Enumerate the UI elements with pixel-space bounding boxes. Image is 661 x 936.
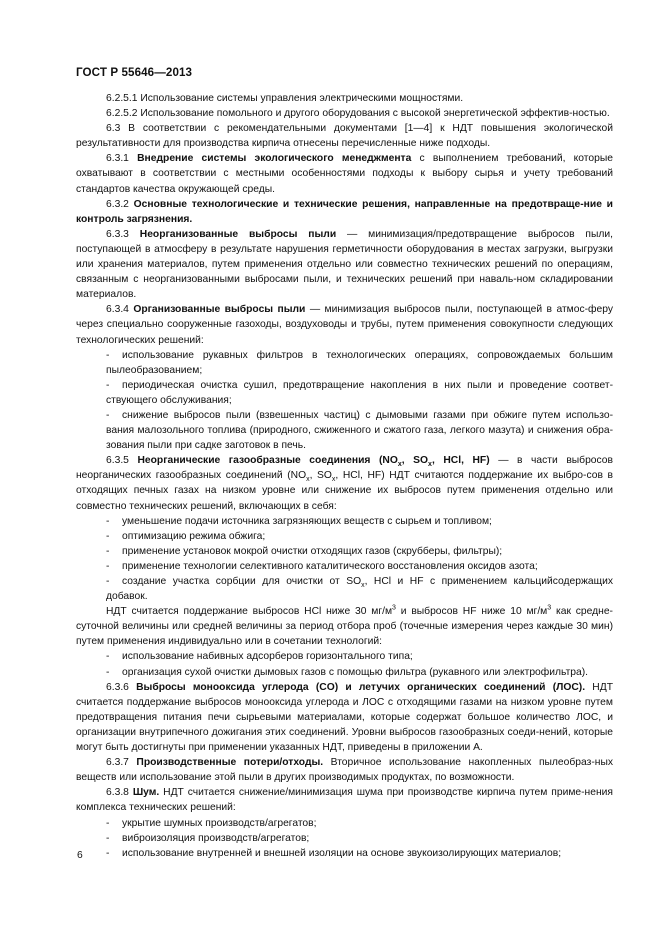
text-run: x	[306, 476, 310, 484]
text-run: 6.3 В соответствии с рекомендательными документами [1—4] к НДТ повышения экологической результативности для производства кирпича отнесены перечисленные ниже подходы.	[76, 123, 613, 150]
text-run: с выполнением требований, которые охватывают в соответствии с местными особенностями подходы к выбору сырья и учету требований стандартов качества окружающей среды.	[76, 153, 613, 195]
bullet-dash: -	[106, 530, 110, 542]
bullet-dash: -	[106, 847, 110, 859]
paragraph	[76, 604, 613, 649]
bullet-dash: -	[106, 817, 110, 829]
text-run: — минимизация выбросов пыли, поступающей в атмос-феру через специально сооруженные газоходы, воздуховоды и трубы, путем применения совокупности следующих технологических решений:	[76, 304, 614, 346]
text-run: виброизоляция производств/агрегатов;	[122, 832, 310, 844]
bullet-item	[76, 816, 613, 831]
document-header: ГОСТ Р 55646—2013	[76, 66, 193, 79]
paragraph	[76, 91, 613, 106]
text-run: 6.2.5.2 Использование помольного и другого оборудования с высокой энергетической эффектив-ностью.	[106, 108, 610, 120]
text-run: 6.3.2	[106, 198, 134, 210]
paragraph	[76, 755, 613, 785]
bullet-item	[76, 408, 613, 453]
bullet-dash: -	[106, 515, 110, 527]
text-run: 6.3.3	[106, 228, 140, 240]
text-run: организация сухой очистки дымовых газов с помощью фильтра (рукавного или электрофильтра).	[122, 666, 589, 678]
bullet-dash: -	[106, 545, 110, 557]
bullet-item	[76, 831, 613, 846]
bullet-dash: -	[106, 576, 110, 587]
text-run: Неорганические газообразные соединения (NO	[137, 455, 398, 467]
bullet-dash: -	[106, 349, 110, 361]
bullet-item	[76, 665, 613, 680]
text-run: использование набивных адсорберов горизонтального типа;	[122, 651, 413, 663]
text-run: создание участка сорбции для очистки от SO	[122, 576, 362, 587]
text-run: — минимизация/предотвращение выбросов пыли, поступающей в атмосферу в результате нарушения герметичности оборудования в местах загрузки, выгрузки или хранения материалов, путем применения отдельно или совместно технических решений по операциям, связанным с неорганизованными выбросами пыли, и технических решений при наваль-ном складировании материалов.	[76, 228, 613, 301]
bullet-dash: -	[106, 832, 110, 844]
text-run: оптимизацию режима обжига;	[122, 530, 266, 542]
paragraph	[76, 121, 613, 151]
text-run: Внедрение системы экологического менеджмента	[137, 153, 412, 165]
page-number: 6	[77, 850, 83, 861]
text-run: использование внутренней и внешней изоляции на основе звукоизолирующих материалов;	[122, 847, 562, 859]
paragraph	[76, 785, 613, 815]
text-run: , SO	[309, 470, 332, 482]
paragraph	[76, 302, 613, 347]
bullet-item	[76, 574, 613, 604]
bullet-item	[76, 649, 613, 664]
text-run: НДТ считается поддержание выбросов монооксида углерода и ЛОС с отходящими газами на низком уровне путем предотвращения питания печи сырьевыми материалами, которые содержат большое количество ЛОС, и организации внутрипечного дожигания этих соединений. Уровни выбросов газообразных соеди-нений, которые могут быть достигнуты при применении указанных НДТ, приведены в приложении А.	[76, 681, 614, 754]
text-run: применение технологии селективного каталитического восстановления оксидов азота;	[122, 560, 538, 572]
text-run: Производственные потери/отходы.	[136, 757, 324, 769]
text-run: , HCl, HF) НДТ считаются поддержание их выбро-сов в отходящих печных газах на низком уровне или снижение их выбросов путем применения отдельно или совместно технических решений, включающих в себя:	[76, 470, 613, 512]
text-run: 6.2.5.1 Использование системы управления электрическими мощностями.	[106, 93, 464, 104]
bullet-item	[76, 378, 613, 408]
paragraph	[76, 227, 613, 302]
text-run: , SO	[401, 455, 429, 467]
text-run: 6.3.5	[106, 455, 138, 467]
text-run: 3	[547, 604, 552, 612]
text-run: 6.3.1	[106, 153, 138, 165]
bullet-dash: -	[106, 666, 110, 678]
bullet-item	[76, 846, 613, 861]
text-run: Организованные выбросы пыли	[133, 304, 306, 316]
bullet-dash: -	[106, 560, 110, 572]
text-run: , HCl, HF)	[431, 455, 490, 467]
text-run: x	[428, 461, 432, 469]
text-run: НДТ считается поддержание выбросов HCl ниже 30 мг/м	[106, 606, 393, 618]
bullet-dash: -	[106, 409, 110, 421]
text-run: Неорганизованные выбросы пыли	[139, 228, 337, 240]
paragraph	[76, 106, 613, 121]
text-run: 6.3.8	[106, 787, 133, 799]
text-run: НДТ считается снижение/минимизация шума при производстве кирпича путем приме-нения комплекса технических решений:	[76, 787, 613, 814]
text-run: x	[397, 461, 402, 469]
document-body	[76, 91, 613, 861]
text-run: снижение выбросов пыли (взвешенных частиц) с дымовыми газами при обжиге путем использо-вания малозольного топлива (природного, сжиженного и сжатого газа, легкого мазута) и снижения обра-зования пыли при садке заготовок в печь.	[106, 409, 613, 452]
paragraph	[76, 680, 613, 755]
paragraph	[76, 453, 613, 513]
text-run: x	[331, 476, 336, 484]
text-run: — в части выбросов неорганических газообразных соединений (NO	[76, 455, 613, 482]
bullet-item	[76, 348, 613, 378]
paragraph	[76, 151, 613, 196]
bullet-item	[76, 559, 613, 574]
text-run: Вторичное использование накопленных пылеобраз-ных веществ или использование этой пыли в других производимых продуктах, по возможности.	[76, 757, 613, 784]
paragraph	[76, 197, 613, 227]
text-run: и выбросов HF ниже 10 мг/м	[395, 606, 548, 618]
bullet-dash: -	[106, 379, 110, 391]
text-run: Основные технологические и технические решения, направленные на предотвраще-ние и контроль загрязнения.	[76, 198, 614, 225]
bullet-item	[76, 514, 613, 529]
text-run: уменьшение подачи источника загрязняющих веществ с сырьем и топливом;	[122, 515, 492, 527]
text-run: Шум.	[132, 787, 160, 799]
text-run: использование рукавных фильтров в технологических операциях, сопровождаемых большим пылеобразованием;	[106, 349, 613, 376]
text-run: периодическая очистка сушил, предотвращение накопления в них пыли и проведение соответ-ствующего обслуживания;	[106, 379, 613, 406]
bullet-item	[76, 544, 613, 559]
text-run: 6.3.4	[106, 304, 134, 316]
bullet-dash: -	[106, 651, 110, 663]
text-run: 6.3.7	[106, 757, 137, 769]
text-run: укрытие шумных производств/агрегатов;	[122, 817, 317, 829]
text-run: 6.3.6	[106, 681, 137, 693]
bullet-item	[76, 529, 613, 544]
text-run: как средне-суточной величины или средней величины за период отбора проб (точечные измерения через каждые 30 мин) путем применения индивидуально или в сочетании технологий:	[76, 606, 613, 648]
text-run: x	[361, 582, 365, 590]
text-run: Выбросы монооксида углерода (CO) и летучих органических соединений (ЛОС).	[136, 681, 586, 693]
text-run: , HCl и HF с применением кальцийсодержащих добавок.	[106, 576, 613, 603]
text-run: 3	[392, 604, 396, 612]
text-run: применение установок мокрой очистки отходящих газов (скрубберы, фильтры);	[122, 545, 503, 557]
